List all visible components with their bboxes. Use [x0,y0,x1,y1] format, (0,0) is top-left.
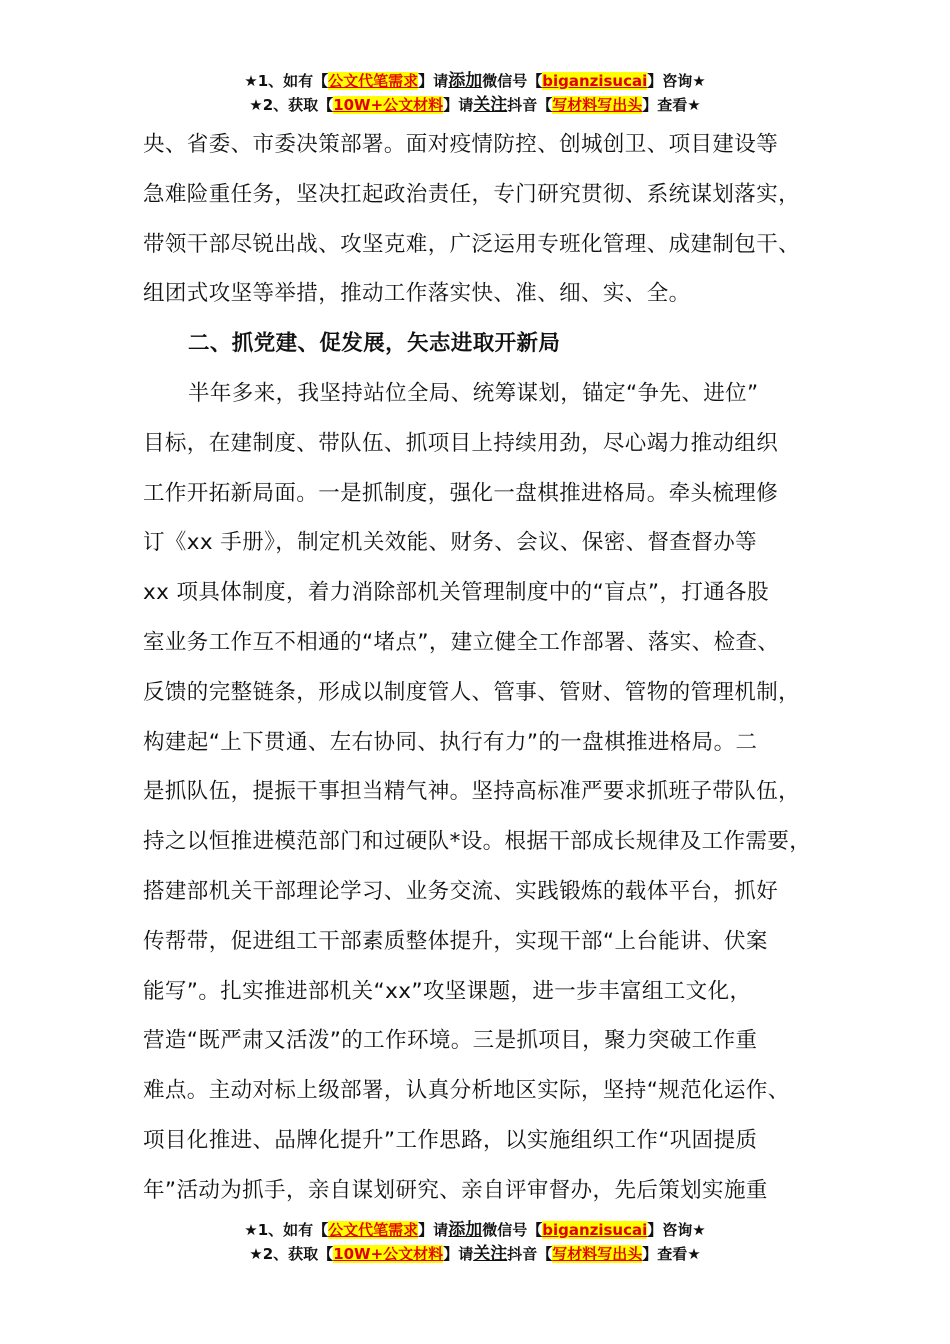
promo-banner-bottom-2 [0,1242,950,1266]
promo-text: ★2、获取【 [249,1245,334,1263]
text-line: 目标，在建制度、带队伍、抓项目上持续用劲，尽心竭力推动组织 [143,430,779,456]
promo-text: 】请 [443,1245,474,1263]
text-line: 搭建部机关干部理论学习、业务交流、实践锻炼的载体平台，抓好 [143,878,779,904]
promo-text: 微信号【 [482,72,543,90]
promo-wechat-id: biganzisucai [542,1221,648,1239]
text-line: 组团式攻坚等举措，推动工作落实快、准、细、实、全。 [143,281,691,307]
promo-text: 】请 [418,1221,449,1239]
text-line: 能写”。扎实推进部机关“xx”攻坚课题，进一步丰富组工文化， [143,978,752,1004]
promo-text: 微信号【 [482,1221,543,1239]
text-line: 传帮带，促进组工干部素质整体提升，实现干部“上台能讲、伏案 [143,928,768,954]
document-body [143,120,843,1216]
promo-highlight: 公文代笔需求 [328,72,419,90]
promo-wechat-id: biganzisucai [542,72,648,90]
text-line: 持之以恒推进模范部门和过硬队*设。根据干部成长规律及工作需要， [143,829,812,855]
promo-highlight: 10W+公文材料 [333,1245,444,1263]
text-line: 急难险重任务，坚决扛起政治责任，专门研究贯彻、系统谋划落实， [143,181,801,207]
text-line: 订《xx 手册》，制定机关效能、财务、会议、保密、督查督办等 [143,530,758,556]
promo-text: 抖音【 [507,96,553,114]
promo-banner-top-1 [0,69,950,93]
text-line: 带领干部尽锐出战、攻坚克难，广泛运用专班化管理、成建制包干、 [143,231,801,257]
section-heading: 二、抓党建、促发展，矢志进取开新局 [188,331,561,357]
promo-text: ★1、如有【 [244,72,329,90]
promo-douyin-id: 写材料写出头 [552,1245,643,1263]
text-line: 室业务工作互不相通的“堵点”，建立健全工作部署、落实、检查、 [143,629,780,655]
promo-text: 抖音【 [507,1245,553,1263]
promo-underlined: 关注 [473,1244,508,1264]
promo-text: 】请 [418,72,449,90]
promo-text: ★1、如有【 [244,1221,329,1239]
text-line: 工作开拓新局面。一是抓制度，强化一盘棋推进格局。牵头梳理修 [143,480,779,506]
text-line: 半年多来，我坚持站位全局、统筹谋划，锚定“争先、进位” [188,380,759,406]
text-line: 营造“既严肃又活泼”的工作环境。三是抓项目，聚力突破工作重 [143,1028,758,1054]
promo-text: 】请 [443,96,474,114]
text-line: 央、省委、市委决策部署。面对疫情防控、创城创卫、项目建设等 [143,132,779,157]
text-line: 项目化推进、品牌化提升”工作思路，以实施组织工作“巩固提质 [143,1127,758,1153]
text-line: 反馈的完整链条，形成以制度管人、管事、管财、管物的管理机制， [143,679,801,705]
text-line: 年”活动为抓手，亲自谋划研究、亲自评审督办，先后策划实施重 [143,1177,768,1203]
promo-text: 】咨询★ [647,72,706,90]
promo-banner-top-2 [0,93,950,117]
text-line: 构建起“上下贯通、左右协同、执行有力”的一盘棋推进格局。二 [143,729,758,755]
text-line: 是抓队伍，提振干事担当精气神。坚持高标准严要求抓班子带队伍， [143,779,801,805]
promo-underlined: 添加 [448,71,483,91]
text-line: 难点。主动对标上级部署，认真分析地区实际，坚持“规范化运作、 [143,1078,790,1104]
promo-text: 】查看★ [642,1245,701,1263]
text-line: xx 项具体制度，着力消除部机关管理制度中的“盲点”，打通各股 [143,580,769,606]
promo-underlined: 添加 [448,1220,483,1240]
promo-text: 】咨询★ [647,1221,706,1239]
promo-text: 】查看★ [642,96,701,114]
promo-highlight: 10W+公文材料 [333,96,444,114]
promo-banner-bottom-1 [0,1218,950,1242]
promo-underlined: 关注 [473,95,508,115]
promo-highlight: 公文代笔需求 [328,1221,419,1239]
promo-text: ★2、获取【 [249,96,334,114]
promo-douyin-id: 写材料写出头 [552,96,643,114]
